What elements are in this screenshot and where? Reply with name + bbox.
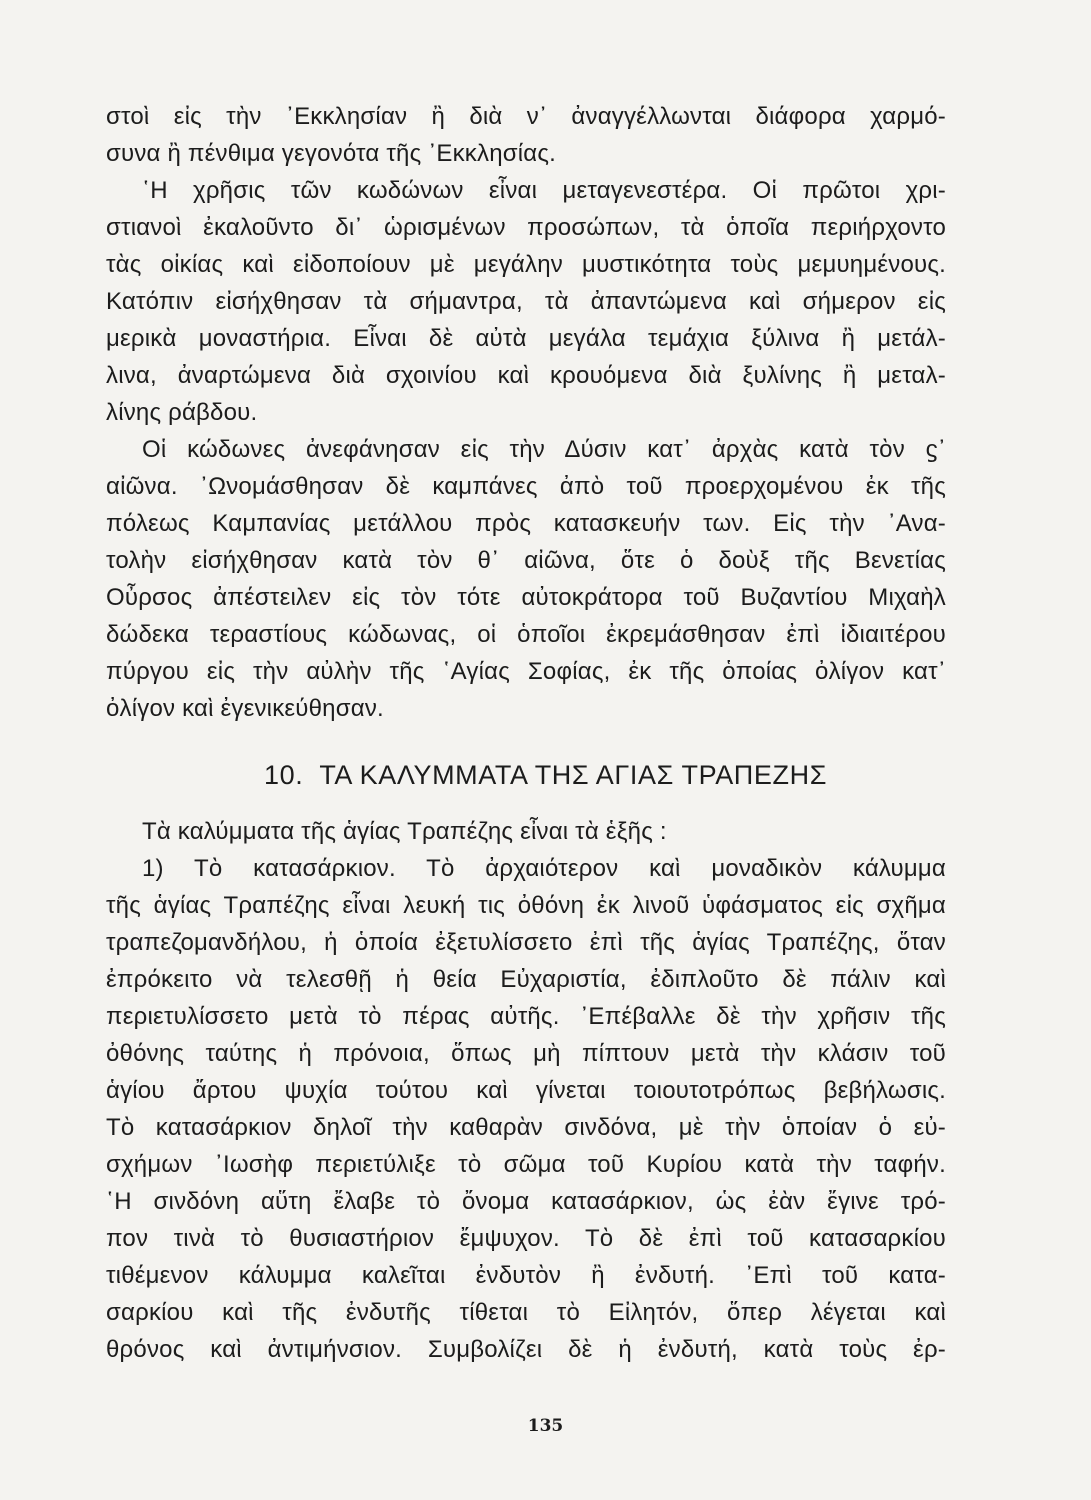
- text-line: σχήμων ᾿Ιωσὴφ περιετύλιξε τὸ σῶμα τοῦ Κυρίου κατὰ τὴν ταφήν.: [106, 1151, 946, 1178]
- text-line: σαρκίου καὶ τῆς ἐνδυτῆς τίθεται τὸ Εἰλητόν, ὅπερ λέγεται καὶ: [106, 1299, 946, 1326]
- text-line: περιετυλίσσετο μετὰ τὸ πέρας αὐτῆς. ᾿Επέβαλλε δὲ τὴν χρῆσιν τῆς: [106, 1003, 946, 1030]
- text-line: λίνης ράβδου.: [106, 399, 258, 426]
- text-line: συνα ἢ πένθιμα γεγονότα τῆς ᾿Εκκλησίας.: [106, 140, 557, 167]
- page-number: 135: [527, 1416, 564, 1436]
- text-line: τὰς οἰκίας καὶ εἰδοποίουν μὲ μεγάλην μυστικότητα τοὺς μεμυημένους.: [106, 251, 946, 278]
- text-line: ἁγίου ἄρτου ψυχία τούτου καὶ γίνεται τοιουτοτρόπως βεβήλωσις.: [106, 1077, 946, 1104]
- text-line: τραπεζομανδήλου, ἡ ὁποία ἐξετυλίσσετο ἐπὶ τῆς ἁγίας Τραπέζης, ὅταν: [106, 929, 946, 956]
- section-heading: [0, 755, 1091, 795]
- text-line: Τὸ κατασάρκιον δηλοῖ τὴν καθαρὰν σινδόνα, μὲ τὴν ὁποίαν ὁ εὐ-: [106, 1114, 946, 1141]
- text-line: Τὰ καλύμματα τῆς ἁγίας Τραπέζης εἶναι τὰ ἑξῆς :: [142, 818, 667, 845]
- text-line: τῆς ἁγίας Τραπέζης εἶναι λευκή τις ὀθόνη ἐκ λινοῦ ὑφάσματος εἰς σχῆμα: [106, 892, 946, 919]
- section-title: ΤΑ ΚΑΛΥΜΜΑΤΑ ΤΗΣ ΑΓΙΑΣ ΤΡΑΠΕΖΗΣ: [319, 760, 827, 790]
- text-line: πόλεως Καμπανίας μετάλλου πρὸς κατασκευήν των. Εἰς τὴν ᾿Ανα-: [106, 510, 946, 537]
- text-line: Οὖρσος ἀπέστειλεν εἰς τὸν τότε αὐτοκράτορα τοῦ Βυζαντίου Μιχαὴλ: [106, 584, 946, 611]
- paragraph-block-bells: [106, 98, 946, 727]
- text-line: δώδεκα τεραστίους κώδωνας, οἱ ὁποῖοι ἐκρεμάσθησαν ἐπὶ ἰδιαιτέρου: [106, 621, 946, 648]
- text-line: ὀλίγον καὶ ἐγενικεύθησαν.: [106, 695, 384, 722]
- text-line: τολὴν εἰσήχθησαν κατὰ τὸν θ᾿ αἰῶνα, ὅτε ὁ δοὺξ τῆς Βενετίας: [106, 547, 946, 574]
- section-number: 10.: [263, 760, 304, 790]
- text-line: Κατόπιν εἰσήχθησαν τὰ σήμαντρα, τὰ ἀπαντώμενα καὶ σήμερον εἰς: [106, 288, 946, 315]
- text-line: τιθέμενον κάλυμμα καλεῖται ἐνδυτὸν ἢ ἐνδυτή. ᾿Επὶ τοῦ κατα-: [106, 1262, 946, 1289]
- text-line: ἐπρόκειτο νὰ τελεσθῇ ἡ θεία Εὐχαριστία, ἐδιπλοῦτο δὲ πάλιν καὶ: [106, 966, 946, 993]
- text-line: στοὶ εἰς τὴν ᾿Εκκλησίαν ἢ διὰ ν᾿ ἀναγγέλλωνται διάφορα χαρμό-: [106, 103, 946, 130]
- paragraph-block-coverings: [106, 813, 946, 1368]
- text-line: μερικὰ μοναστήρια. Εἶναι δὲ αὐτὰ μεγάλα τεμάχια ξύλινα ἢ μετάλ-: [106, 325, 946, 352]
- text-line: ῾Η χρῆσις τῶν κωδώνων εἶναι μεταγενεστέρα. Οἱ πρῶτοι χρι-: [142, 177, 946, 204]
- text-line: 1) Τὸ κατασάρκιον. Τὸ ἀρχαιότερον καὶ μοναδικὸν κάλυμμα: [142, 855, 946, 882]
- text-line: αἰῶνα. ᾿Ωνομάσθησαν δὲ καμπάνες ἀπὸ τοῦ προερχομένου ἐκ τῆς: [106, 473, 946, 500]
- text-line: πον τινὰ τὸ θυσιαστήριον ἔμψυχον. Τὸ δὲ ἐπὶ τοῦ κατασαρκίου: [106, 1225, 946, 1252]
- text-line: ὀθόνης ταύτης ἡ πρόνοια, ὅπως μὴ πίπτουν μετὰ τὴν κλάσιν τοῦ: [106, 1040, 946, 1067]
- text-line: θρόνος καὶ ἀντιμήνσιον. Συμβολίζει δὲ ἡ ἐνδυτή, κατὰ τοὺς ἐρ-: [106, 1336, 946, 1363]
- text-line: ῾Η σινδόνη αὕτη ἔλαβε τὸ ὄνομα κατασάρκιον, ὡς ἐὰν ἔγινε τρό-: [106, 1188, 946, 1215]
- text-line: λινα, ἀναρτώμενα διὰ σχοινίου καὶ κρουόμενα διὰ ξυλίνης ἢ μεταλ-: [106, 362, 946, 389]
- text-line: στιανοὶ ἐκαλοῦντο δι᾿ ὡρισμένων προσώπων, τὰ ὁποῖα περιήρχοντο: [106, 214, 946, 241]
- text-line: πύργου εἰς τὴν αὐλὴν τῆς ῾Αγίας Σοφίας, ἐκ τῆς ὁποίας ὀλίγον κατ᾿: [106, 658, 946, 685]
- text-line: Οἱ κώδωνες ἀνεφάνησαν εἰς τὴν Δύσιν κατ᾿ ἀρχὰς κατὰ τὸν ϛ᾿: [142, 436, 946, 463]
